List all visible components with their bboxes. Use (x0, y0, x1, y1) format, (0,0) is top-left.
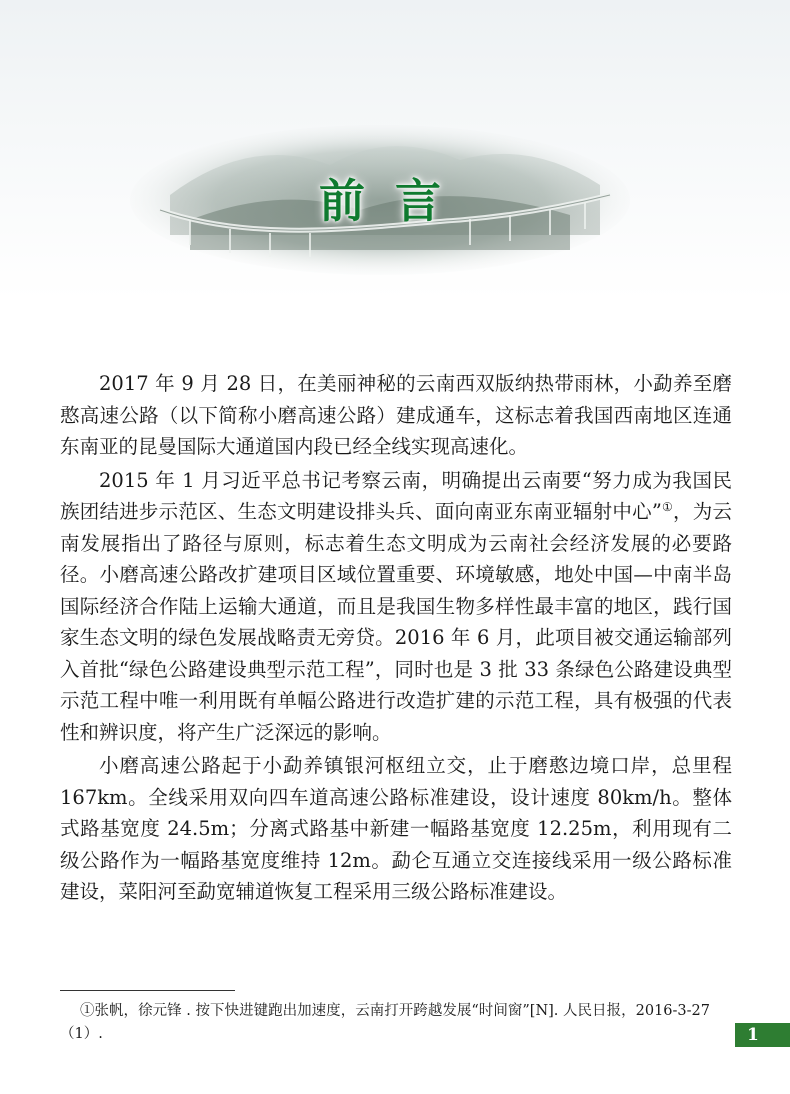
footnote-marker[interactable]: ① (661, 500, 674, 514)
footnote-divider (60, 990, 235, 991)
paragraph-2-text: 2015 年 1 月习近平总书记考察云南，明确提出云南要“努力成为我国民族团结进步示范区、生态文明建设排头兵、面向南亚东南亚辐射中心” (60, 468, 732, 523)
paragraph-3: 小磨高速公路起于小勐养镇银河枢纽立交，止于磨憨边境口岸，总里程 167km。全线采用双向四车道高速公路标准建设，设计速度 80km/h。整体式路基宽度 24.5m；分离式路基中新建一幅路基宽度 12.25m，利用现有二级公路作为一幅路基宽度维持 12m。勐仑互通立交连接线采用一级公路标准建设，菜阳河至勐宽辅道恢复工程采用三级公路标准建设。 (60, 754, 732, 903)
body-text (60, 368, 732, 910)
title-banner (130, 125, 630, 275)
page-number-badge: 1 (735, 1023, 790, 1047)
footnote: ①张帆，徐元锋 . 按下快进键跑出加速度，云南打开跨越发展“时间窗”[N]. 人民日报，2016-3-27（1）. (60, 1003, 710, 1042)
paragraph-2-continued: ，为云南发展指出了路径与原则，标志着生态文明成为云南社会经济发展的必要路径。小磨高速公路改扩建项目区域位置重要、环境敏感，地处中国—中南半岛国际经济合作陆上运输大通道，而且是我国生物多样性最丰富的地区，践行国家生态文明的绿色发展战略责无旁贷。2016 年 6 月，此项目被交通运输部列入首批“绿色公路建设典型示范工程”，同时也是 3 批 33 条绿色公路建设典型示范工程中唯一利用既有单幅公路进行改造扩建的示范工程，具有极强的代表性和辨识度，将产生广泛深远的影响。 (60, 500, 732, 744)
paragraph-1: 2017 年 9 月 28 日，在美丽神秘的云南西双版纳热带雨林，小勐养至磨憨高速公路（以下简称小磨高速公路）建成通车，这标志着我国西南地区连通东南亚的昆曼国际大通道国内段已经全线实现高速化。 (60, 372, 732, 458)
paragraph-2 (60, 465, 732, 749)
page-title: 前言 (319, 174, 471, 228)
